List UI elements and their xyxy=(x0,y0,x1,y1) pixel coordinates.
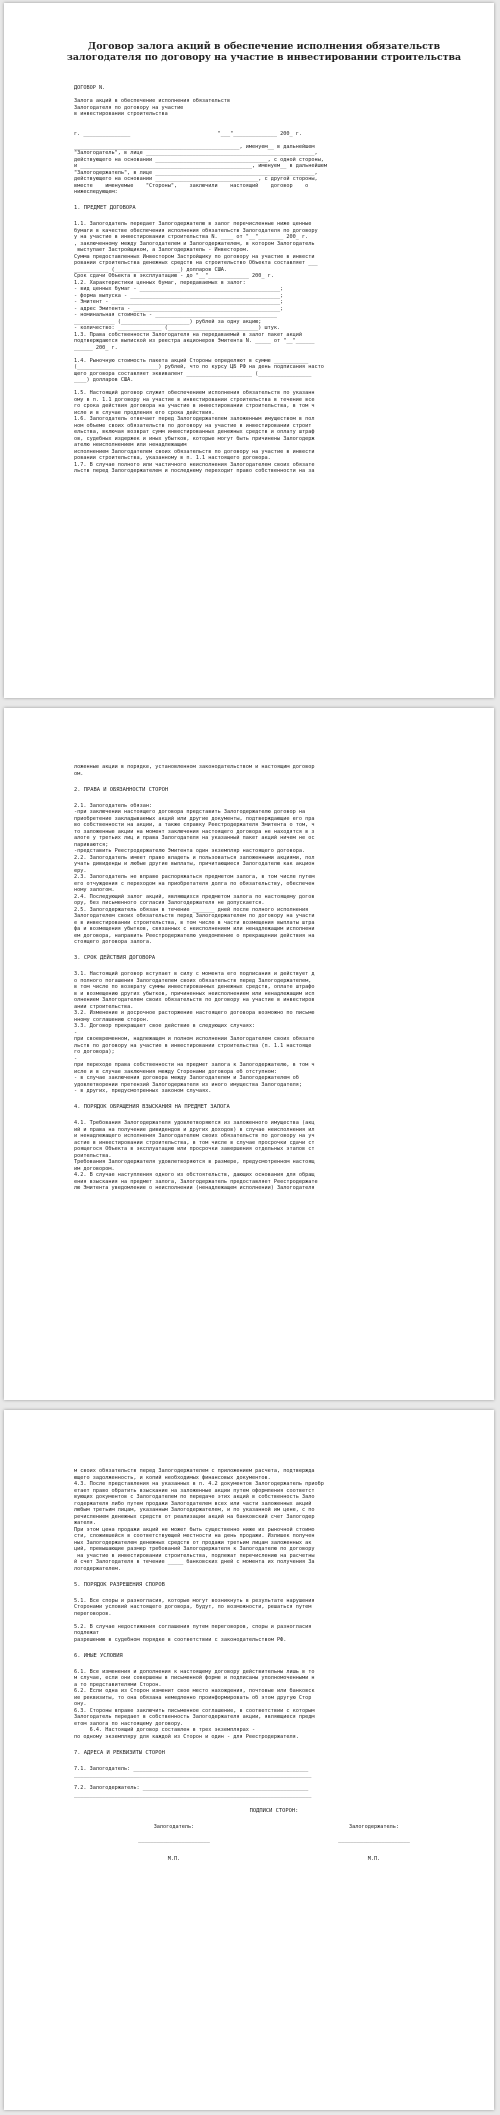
text-line: ом. xyxy=(74,770,84,777)
section-7-title: 7. АДРЕСА И РЕКВИЗИТЫ СТОРОН xyxy=(74,1749,165,1756)
text-line: на участие в инвестировании строительства, подлежат перечислению на расчетны xyxy=(74,1552,315,1559)
section-3-body xyxy=(74,971,474,1095)
text-line: приобретение закладываемых акций или другие документы, подтверждающие его пра xyxy=(74,815,315,822)
section-6-body xyxy=(74,1669,474,1741)
text-line: 6.2. Если одна из Сторон изменит свое место нахождения, почтовые или банковск xyxy=(74,1688,315,1694)
page-2-lead xyxy=(74,764,474,777)
signature-pledgee xyxy=(338,1824,410,1863)
text-line: 2.3. Залогодатель не вправе распоряжаться предметом залога, в том числе путем xyxy=(74,874,315,880)
date-line: г. _______________ "___"______________ 200_ г. xyxy=(74,130,302,137)
text-line: _____________ (______________________) рублей за одну акцию; xyxy=(74,318,262,325)
text-line: еру. xyxy=(74,867,87,874)
section-5-body xyxy=(74,1598,474,1644)
text-line: е в инвестировании строительства, в том числе в части возмещения выплаты штра xyxy=(74,919,315,926)
text-line: при переходе права собственности на предмет залога к Залогодержателю, в том ч xyxy=(74,1062,315,1068)
section-1-body xyxy=(74,221,474,475)
text-line: по одному экземпляру для каждой из Сторон и один - для Реестродержателя. xyxy=(74,1733,299,1740)
text-line: ельства, включая возврат сумм инвестированных денежных средств и оплату штраф xyxy=(74,429,315,435)
text-line: м случае, если они совершены в письменной форме и подписаны уполномоченными н xyxy=(74,1675,315,1681)
text-line: 6.3. Стороны вправе заключить письменное соглашение, в соответствии с которым xyxy=(74,1707,315,1714)
text-line: льств по договору на участие в инвестировании строительства (п. 1.1 настояще xyxy=(74,1042,312,1049)
text-line: 3.3. Договор прекращает свое действие в следующих случаях: xyxy=(74,1023,256,1029)
stamp-pledgor: М.П. xyxy=(167,1856,181,1862)
text-line: 4.3. После представления на указанных в п. 4.2 документов Залогодержатель приобр xyxy=(74,1481,324,1487)
text-line: "Залогодатель", в лице ______________________________________________________, xyxy=(74,150,318,156)
text-line: ие реквизиты, то она обязана немедленно проинформировать об этом другую Стор xyxy=(74,1694,312,1701)
text-line: щего договора составляет эквивалент _____________________ (_________________ xyxy=(74,370,312,377)
section-5-title: 5. ПОРЯДОК РАЗРЕШЕНИЯ СПОРОВ xyxy=(74,1581,165,1588)
pledgee-requisites-line: ____________________________________________________________________________ xyxy=(74,1791,312,1798)
contract-subject: Залога акций в обеспечение исполнения обязательств Залогодателя по договору на участие в инвестировании строительства xyxy=(74,98,231,117)
text-line: исле и в случае продления его срока действия. xyxy=(74,409,215,416)
text-line: _____________________________________________________, именуем__ в дальнейшем xyxy=(74,143,315,150)
text-line: "Залогодержатель", в лице ___________________________________________________, xyxy=(74,169,318,176)
text-line: во собственности на акции, а также справку Реестродержателя Эмитента о том, ч xyxy=(74,822,315,828)
text-line: Залогодатель передает в собственность Залогодержателя акции, являющиеся предм xyxy=(74,1714,315,1720)
text-line: ровании строительства денежных средств на строительство Объекта составляет ___ xyxy=(74,260,318,266)
text-line: ___________ (_____________________) долларов США. xyxy=(74,266,228,273)
text-line: м своих обязательств перед Залогодержателем с приложением расчета, подтвержда xyxy=(74,1468,315,1474)
text-line: стоящего договора залога. xyxy=(74,939,153,945)
text-line: олнением Залогодателем своих обязательств по договору на участие в инвестиров xyxy=(74,997,315,1003)
section-6-title: 6. ИНЫЕ УСЛОВИЯ xyxy=(74,1652,123,1659)
text-line: удовлетворении претензий Залогодержателя из иного имущества Залогодателя; xyxy=(74,1081,302,1088)
section-1-title: 1. ПРЕДМЕТ ДОГОВОРА xyxy=(74,205,136,211)
text-line: 6.1. Все изменения и дополнения к настоящему договору действительны лишь в то xyxy=(74,1668,315,1675)
text-line: 1.6. Залогодатель отвечает перед Залогодержателем заложенным имуществом в пол xyxy=(74,416,315,422)
text-line: учать дивиденды и любые другие выплаты, причитающиеся Залогодателю как акцион xyxy=(74,861,315,867)
text-line: ному залогом. xyxy=(74,887,115,893)
text-line: действующего на основании ____________________________________, с одной стороны, xyxy=(74,156,324,163)
text-line: - форма выпуска - ________________________________________________; xyxy=(74,292,284,299)
text-line: - xyxy=(74,1029,78,1036)
text-line: 3.2. Изменение и досрочное расторжение настоящего договора возможно по письме xyxy=(74,1010,315,1016)
stamp-pledgee: М.П. xyxy=(367,1856,381,1862)
text-line: то заложенные акции на момент заключения настоящего договора не находятся в з xyxy=(74,828,315,835)
text-line: и ненадлежащего исполнения Залогодателем своих обязательств по договору на уч xyxy=(74,1133,315,1139)
text-line: - в других, предусмотренных законом случаях. xyxy=(74,1088,212,1094)
text-line: выступает Застройщиком, а Залогодержатель - Инвестором. xyxy=(74,247,249,253)
text-line: 3.1. Настоящий договор вступает в силу с момента его подписания и действует д xyxy=(74,971,315,977)
text-line: и _______________________________________________________, именуем__ в дальнейшем xyxy=(74,163,327,169)
text-line: любым третьим лицам, указанным Залогодержателем, и по указанной им цене, с по xyxy=(74,1507,315,1513)
text-line: -представить Реестродержателю Эмитента один экземпляр настоящего договора. xyxy=(74,848,306,854)
text-line: 6.4. Настоящий договор составлен в трех экземплярах - xyxy=(74,1727,256,1733)
text-line: вующих документов с Залогодателем по передаче этих акций в собственность Зало xyxy=(74,1494,315,1500)
text-line: 4.2. В случае наступления одного из обстоятельств, дающих основания для обращ xyxy=(74,1172,315,1178)
text-line: исле и в случае заключения между Сторонами договора об отступном: xyxy=(74,1068,278,1075)
text-line: ателю неисполнением или ненадлежащим xyxy=(74,442,187,448)
text-line: его отчуждения с переходом на приобретателя долга по обязательству, обеспечен xyxy=(74,880,315,887)
text-line: 1.2. Характеристики ценных бумаг, передаваемых в залог: xyxy=(74,279,246,286)
text-line: - xyxy=(74,1055,78,1062)
text-line: действующего на основании _________________________________, с другой стороны, xyxy=(74,176,318,182)
text-line: в том числе по возврату суммы инвестированных денежных средств, оплате штрафо xyxy=(74,984,315,990)
text-line: лю Эмитента уведомление о неисполнении (ненадлежащем исполнении) Залогодателя xyxy=(74,1185,315,1191)
text-line: етом залога по настоящему договору. xyxy=(74,1720,184,1727)
text-line: - вид ценных бумаг - _____________________________________________; xyxy=(74,286,284,292)
text-line: 2.1. Залогодатель обязан: xyxy=(74,802,153,809)
signatures-title: ПОДПИСИ СТОРОН: xyxy=(249,1807,299,1814)
document-title: Договор залога акций в обеспечение исполнения обязательств залогодателя по договору на участие в инвестировании строительства xyxy=(66,41,462,63)
text-line: ций, превышающие размер требований Залогодержателя к Залогодателю по договору xyxy=(74,1546,315,1552)
text-line: ____) долларов США. xyxy=(74,377,134,383)
text-line: го срока действия договора на участие в инвестировании строительства, в том ч xyxy=(74,403,315,409)
text-line: ных Залогодержателем денежных средств от продажи третьим лицам заложенных ак xyxy=(74,1539,312,1546)
text-line: ения взыскания на предмет залога, Залогодержатель предоставляет Реестродержате xyxy=(74,1178,318,1185)
text-line: ложенные акции в порядке, установленном законодательством и настоящим договор xyxy=(74,764,315,770)
pledgor-requisites-line: ____________________________________________________________________________ xyxy=(74,1772,312,1778)
text-line: подлежат xyxy=(74,1630,99,1636)
text-line: - номинальная стоимость - _______________________________________ xyxy=(74,312,278,318)
text-line: нижеследующем: xyxy=(74,189,118,195)
text-line: роящегося Объекта в эксплуатацию или просрочки завершения отдельных этапов ст xyxy=(74,1146,315,1152)
document-page-3 xyxy=(4,1410,494,2110)
text-line: ании строительства. xyxy=(74,1003,134,1010)
document-page-2 xyxy=(4,708,494,1400)
text-line: 1.5. Настоящий договор служит обеспечением исполнения обязательств по указанн xyxy=(74,390,315,396)
text-line: бумаги в качестве обеспечения исполнения обязательств Залогодателя по договору xyxy=(74,227,318,234)
text-line: ору, без письменного согласия Залогодержателя не допускается. xyxy=(74,900,265,906)
text-line: логодержателем. xyxy=(74,1565,121,1572)
text-line: го договора); xyxy=(74,1049,115,1055)
text-line: а то представителями Сторон. xyxy=(74,1681,162,1688)
text-line: Требования Залогодержателя удовлетворяются в размере, предусмотренном настоящ xyxy=(74,1159,315,1165)
signature-block xyxy=(74,1824,474,1863)
text-line: алоге у третьих лиц и права Залогодателя на указанный пакет акций ничем не ос xyxy=(74,835,315,841)
section-4-body xyxy=(74,1120,474,1192)
text-line: ющего задолженность, и копий необходимых финансовых документов. xyxy=(74,1474,271,1481)
pledgee-requisites: 7.2. Залогодержатель: _____________________________________________________ xyxy=(74,1785,309,1791)
text-line: подтверждаются выпиской из реестра акционеров Эмитента N. _____ от "__"______ xyxy=(74,338,315,344)
text-line: й счет Залогодателя в течение _____ банковских дней с момента их получения За xyxy=(74,1559,315,1565)
text-line: 5.1. Все споры и разногласия, которые могут возникнуть в результате нарушения xyxy=(74,1597,315,1604)
text-line: жателя. xyxy=(74,1520,96,1526)
text-line: - в случае заключения договора между Залогодателем и Залогодержателем об xyxy=(74,1075,299,1081)
text-line: 2.4. Последующий залог акций, являющихся предметом залога по настоящему догов xyxy=(74,893,315,900)
text-line: 4.1. Требования Залогодержателя удовлетворяются из заложенного имущества (акц xyxy=(74,1120,315,1126)
parties-block xyxy=(74,144,474,196)
text-line: - адрес Эмитента - _______________________________________________; xyxy=(74,305,284,312)
text-line: роительства. xyxy=(74,1152,112,1159)
text-line: Сторонами условий настоящего договора, будут, по возможности, решаться путем xyxy=(74,1604,312,1610)
section-4-title: 4. ПОРЯДОК ОБРАЩЕНИЯ ВЗЫСКАНИЯ НА ПРЕДМЕТ ЗАЛОГА xyxy=(74,1104,230,1110)
page-3-lead xyxy=(74,1468,474,1572)
text-line: исполнением Залогодателем своих обязательств по договору на участие в инвести xyxy=(74,448,315,455)
text-line: астие в инвестировании строительства, в том числе в случае просрочки сдачи ст xyxy=(74,1139,315,1146)
text-line: у на участие в инвестировании строительства N. ____ от "__"________ 200_ г. xyxy=(74,234,309,240)
text-line: ровании строительства, указанному в п. 1.1 настоящего договора. xyxy=(74,455,271,461)
text-line: - Эмитент - ______________________________________________________; xyxy=(74,299,284,305)
text-line: 2.2. Залогодатель имеет право владеть и пользоваться заложенными акциями, пол xyxy=(74,854,315,861)
section-2-title: 2. ПРАВА И ОБЯЗАННОСТИ СТОРОН xyxy=(74,786,169,793)
text-line: Сумма предоставленных Инвестором Застройщику по договору на участие в инвести xyxy=(74,253,315,260)
text-line: им договором. xyxy=(74,1165,115,1172)
text-line: годержателя либо путем продажи Залогодателем всех или части заложенных акций xyxy=(74,1500,312,1507)
section-3-title: 3. СРОК ДЕЙСТВИЯ ДОГОВОРА xyxy=(74,955,156,961)
text-line: при своевременном, надлежащем и полном исполнении Залогодателем своих обязате xyxy=(74,1036,315,1042)
sign-line-pledgor: _______________________ xyxy=(138,1836,210,1843)
text-line: фа и возмещения убытков, связанных с неисполнением или ненадлежащим исполнени xyxy=(74,926,315,932)
text-line: льств перед Залогодержателем и последнему переходит право собственности на за xyxy=(74,468,315,474)
text-line: вместе именуемые "Стороны", заключили настоящий договор о xyxy=(74,182,309,189)
text-line: (__________________________) рублей, что по курсу ЦБ РФ на день подписания насто xyxy=(74,364,324,370)
text-line: ов, судебных издержек и иных убытков, которые могут быть причинены Залогодерж xyxy=(74,435,315,442)
pledgor-requisites: 7.1. Залогодатель: ________________________________________________________ xyxy=(74,1765,309,1772)
text-line: етает право обратить взыскание на заложенные акции путем оформления соответст xyxy=(74,1487,315,1494)
text-line: ном объеме своих обязательств по договору на участие в инвестировании строит xyxy=(74,422,312,429)
text-line: -при заключении настоящего договора представить Залогодержателю договор на xyxy=(74,809,306,815)
text-line: 1.1. Залогодатель передает Залогодержателю в залог перечисленные ниже ценные xyxy=(74,221,312,227)
sign-label-pledgor: Залогодатель: xyxy=(153,1823,195,1830)
sign-line-pledgee: _______________________ xyxy=(338,1836,410,1843)
text-line: Срок сдачи Объекта в эксплуатацию - до "__"_____________ 200_ г. xyxy=(74,273,274,279)
text-line: 1.3. Права собственности Залогодателя на передаваемый в залог пакет акций xyxy=(74,331,302,338)
signature-pledgor xyxy=(138,1824,210,1863)
text-line: - количество: ______________ (_____________________________) штук. xyxy=(74,325,281,331)
text-line: переговоров. xyxy=(74,1610,112,1617)
text-line: 1.4. Рыночную стоимость пакета акций Стороны определяют в сумме ___________ xyxy=(74,357,309,364)
text-line: , заключенному между Залогодателем и Залогодержателем, в котором Залогодатель xyxy=(74,240,315,247)
text-line: ем договора, направить Реестродержателю уведомление о прекращении действия на xyxy=(74,932,315,939)
text-line: ______ 200_ г. xyxy=(74,344,118,351)
text-line: сти, сложившейся в соответствующей местности на день продажи. Излишек получен xyxy=(74,1533,315,1539)
text-line: нному соглашению сторон. xyxy=(74,1016,149,1023)
text-line: Залогодателем своих обязательств перед Залогодержателем по договору на участи xyxy=(74,913,315,919)
contract-number: ДОГОВОР N. xyxy=(74,85,106,91)
text-line: 1.7. В случае полного или частичного неисполнения Залогодателем своих обязате xyxy=(74,461,315,468)
text-line: При этом цена продажи акций не может быть существенно ниже их рыночной стоимо xyxy=(74,1526,315,1533)
section-2-body xyxy=(74,803,474,946)
text-line: в и возмещению других убытков, причиненных неисполнением или ненадлежащим исп xyxy=(74,990,315,997)
text-line: 5.2. В случае недостижения соглашения путем переговоров, споры и разногласия xyxy=(74,1623,312,1630)
text-line: ий и права на получение дивидендов и других доходов) в случае неисполнения ил xyxy=(74,1126,315,1133)
sign-label-pledgee: Залогодержатель: xyxy=(349,1823,399,1830)
text-line: разрешению в судебном порядке в соответствии с законодательством РФ. xyxy=(74,1636,287,1643)
text-line: ому в п. 1.1 договору на участие в инвестировании строительства в течение все xyxy=(74,396,315,403)
document-page-1 xyxy=(4,3,494,698)
text-line: 2.5. Залогодержатель обязан в течение _______ дней после полного исполнения xyxy=(74,906,309,913)
text-line: о полного погашения Залогодателем своих обязательств перед Залогодержателем, xyxy=(74,977,312,984)
text-line: ону. xyxy=(74,1701,87,1707)
text-line: париваются; xyxy=(74,841,109,848)
text-line: речислением денежных средств от реализации акций на банковский счет Залогодер xyxy=(74,1513,315,1520)
